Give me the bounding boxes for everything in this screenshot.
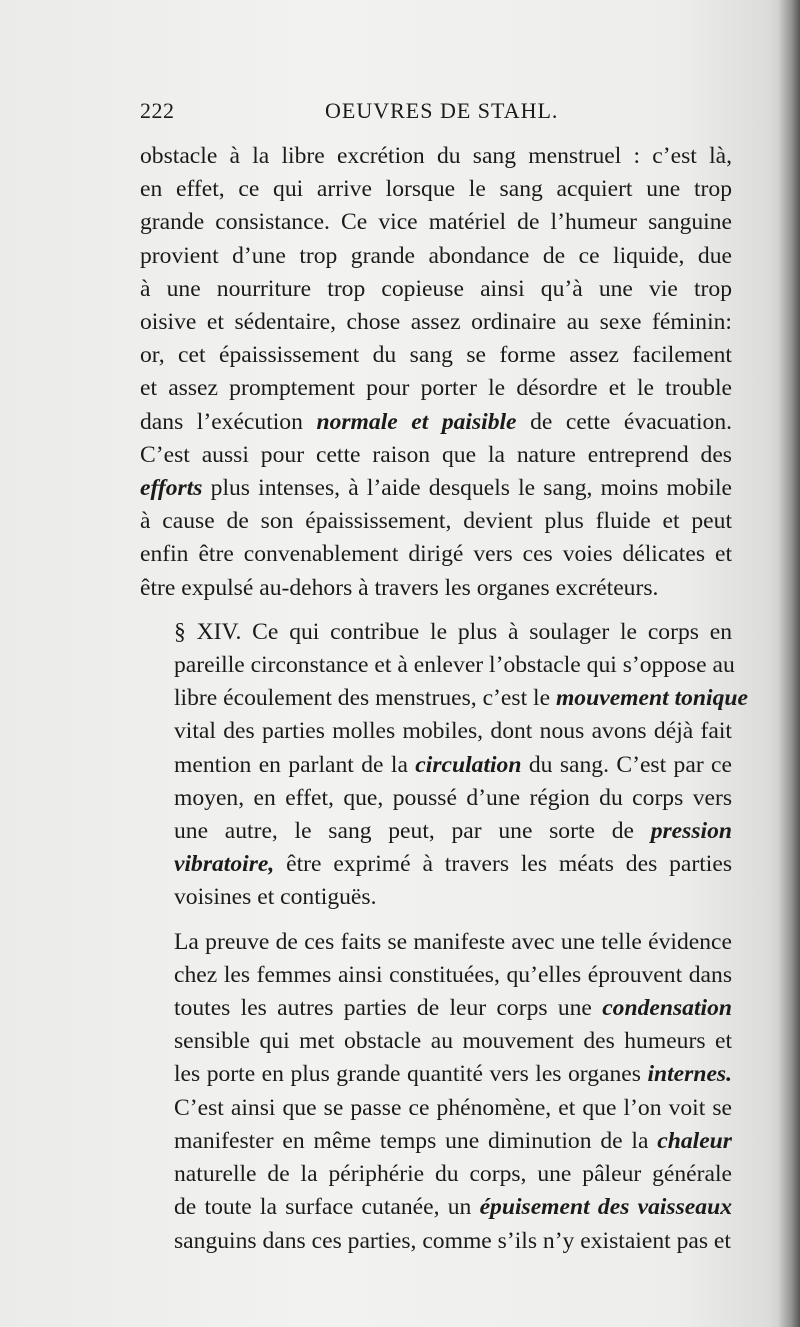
text-line: et assez promptement pour porter le désordre et le trouble xyxy=(140,375,732,402)
emphasis-text: épuisement des vaisseaux xyxy=(479,1194,732,1221)
text-line: libre écoulement des menstrues, c’est le mouvement tonique xyxy=(174,685,748,712)
text-line: efforts plus intenses, à l’aide desquels le sang, moins mobile xyxy=(140,475,732,502)
text-line: oisive et sédentaire, chose assez ordinaire au sexe féminin: xyxy=(140,309,732,336)
text-line: enfin être convenablement dirigé vers ces voies délicates et xyxy=(140,541,732,568)
emphasis-text: normale et paisible xyxy=(316,408,517,435)
text-line: obstacle à la libre excrétion du sang menstruel : c’est là, xyxy=(140,143,732,169)
text-line: sensible qui met obstacle au mouvement des humeurs et xyxy=(174,1028,732,1055)
text-line: vital des parties molles mobiles, dont nous avons déjà fait xyxy=(174,718,732,745)
text-line: toutes les autres parties de leur corps une condensation xyxy=(174,995,732,1022)
text-line: vibratoire, être exprimé à travers les méats des parties xyxy=(174,851,732,878)
page-header xyxy=(140,98,730,130)
text-line: chez les femmes ainsi constituées, qu’elles éprouvent dans xyxy=(174,961,732,988)
text-line: § XIV. Ce qui contribue le plus à soulager le corps en xyxy=(174,618,732,645)
emphasis-text: circulation xyxy=(415,751,522,778)
text-line: manifester en même temps une diminution de la chaleur xyxy=(174,1127,732,1154)
text-line: or, cet épaississement du sang se forme assez facilement xyxy=(140,342,732,369)
text-line: voisines et contiguës. xyxy=(174,884,377,911)
paragraph-section-xiv xyxy=(140,616,748,915)
text-line: C’est ainsi que se passe ce phénomène, et que l’on voit se xyxy=(174,1094,732,1121)
text-line: La preuve de ces faits se manifeste avec une telle évidence xyxy=(174,928,732,955)
paragraph-continued xyxy=(140,140,732,605)
page-number: 222 xyxy=(140,98,175,123)
emphasis-text: efforts xyxy=(140,475,203,502)
emphasis-text: chaleur xyxy=(657,1127,732,1154)
text-line: mention en parlant de la circulation du sang. C’est par ce xyxy=(174,751,732,778)
paragraph-evidence xyxy=(140,926,732,1258)
text-line: C’est aussi pour cette raison que la nature entreprend des xyxy=(140,441,732,468)
page-body xyxy=(140,140,748,1258)
text-line: provient d’une trop grande abondance de ce liquide, due xyxy=(140,242,732,269)
emphasis-text: pression xyxy=(650,818,732,845)
text-line: à une nourriture trop copieuse ainsi qu’à une vie trop xyxy=(140,275,732,302)
text-line: les porte en plus grande quantité vers les organes internes. xyxy=(174,1061,732,1088)
text-line: à cause de son épaississement, devient plus fluide et peut xyxy=(140,508,732,535)
text-line: une autre, le sang peut, par une sorte de pression xyxy=(174,818,732,845)
text-line: en effet, ce qui arrive lorsque le sang acquiert une trop xyxy=(140,176,732,203)
emphasis-text: vibratoire, xyxy=(174,851,275,878)
text-line: moyen, en effet, que, poussé d’une région du corps vers xyxy=(174,784,732,811)
emphasis-text: internes. xyxy=(647,1061,732,1088)
text-line: être expulsé au-dehors à travers les organes excréteurs. xyxy=(140,574,659,601)
running-title: OEUVRES DE STAHL. xyxy=(325,98,559,123)
book-spine-shadow xyxy=(778,0,800,1327)
emphasis-text: condensation xyxy=(602,995,732,1022)
text-line: dans l’exécution normale et paisible de cette évacuation. xyxy=(140,408,733,435)
text-line: grande consistance. Ce vice matériel de l’humeur sanguine xyxy=(140,209,732,236)
text-line: pareille circonstance et à enlever l’obstacle qui s’oppose au xyxy=(174,652,735,679)
text-line: de toute la surface cutanée, un épuisement des vaisseaux xyxy=(174,1194,732,1221)
emphasis-text: mouvement tonique xyxy=(555,685,748,712)
text-line: naturelle de la périphérie du corps, une pâleur générale xyxy=(174,1161,732,1188)
text-line: sanguins dans ces parties, comme s’ils n’y existaient pas et xyxy=(174,1227,731,1254)
